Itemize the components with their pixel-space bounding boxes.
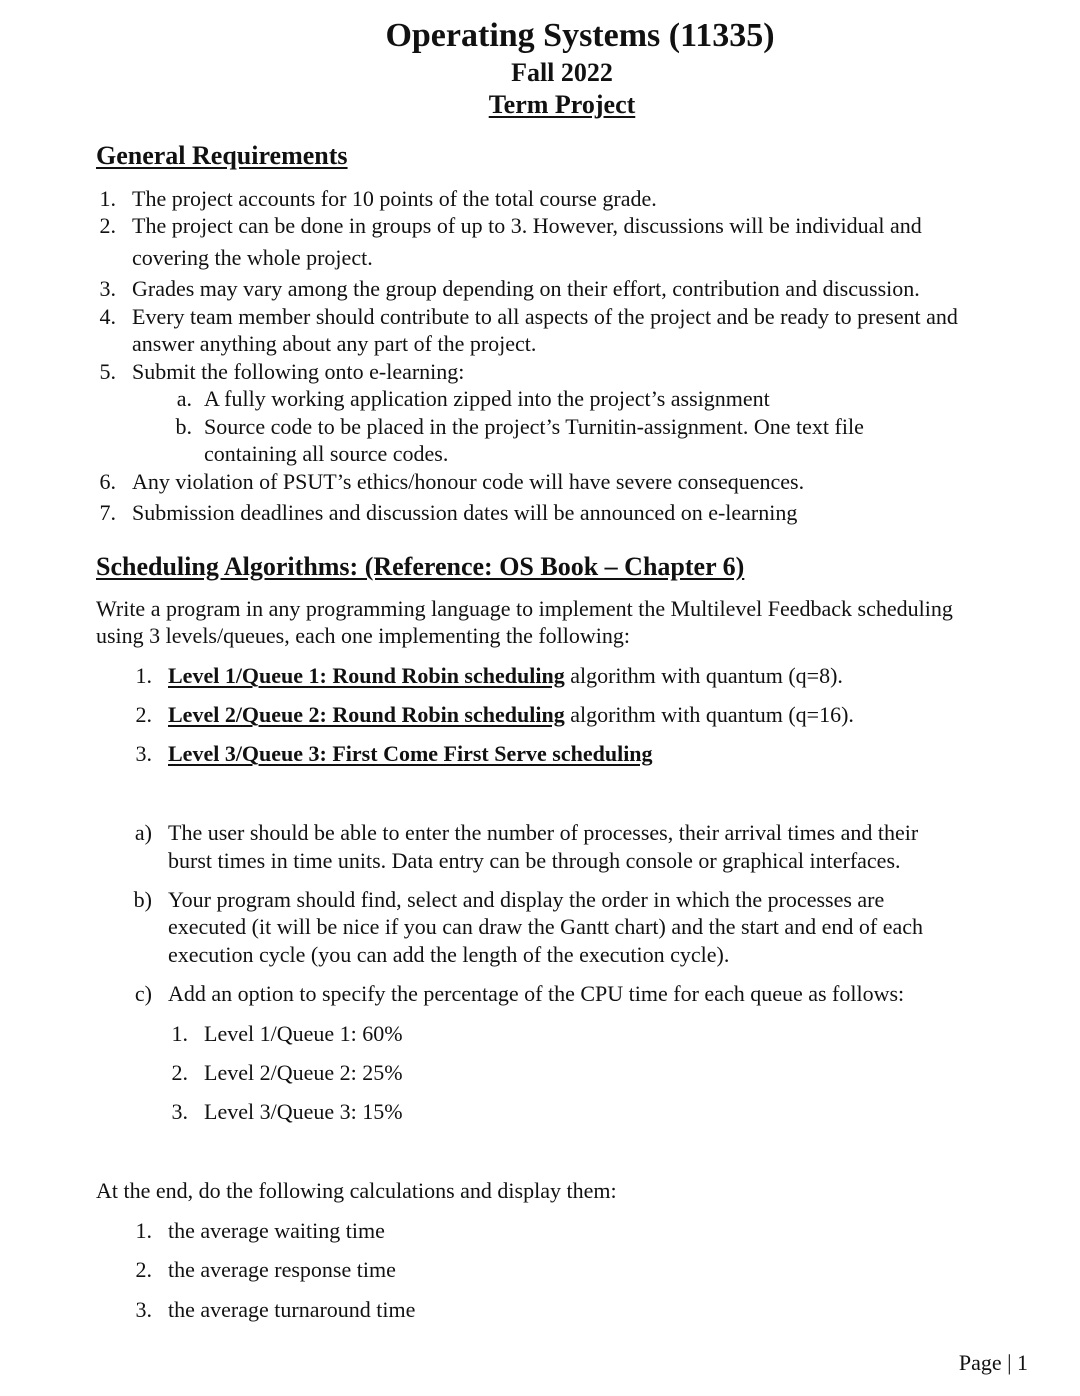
list-item-text: Every team member should contribute to all aspects of the project and be ready to present and — [132, 304, 958, 329]
semester-label: Fall 2022 — [511, 58, 613, 87]
list-item-number: 2. — [99, 213, 116, 238]
calculation-text: the average waiting time — [168, 1218, 385, 1243]
doc-type-label: Term Project — [488, 90, 636, 119]
cpu-share-text: Level 1/Queue 1: 60% — [204, 1021, 403, 1046]
list-item-text: covering the whole project. — [132, 245, 373, 270]
list-item-number: 5. — [99, 359, 116, 384]
sub-list-item-text: Source code to be placed in the project’s Turnitin-assignment. One text file — [204, 414, 864, 439]
general-requirements-heading: General Requirements — [96, 141, 348, 170]
list-item-number: 1. — [171, 1021, 188, 1046]
calculation-text: the average turnaround time — [168, 1297, 416, 1322]
list-item-text: Submission deadlines and discussion dates will be announced on e-learning — [132, 500, 798, 525]
list-item-number: 3. — [135, 741, 152, 766]
task-text: execution cycle (you can add the length of the execution cycle). — [168, 942, 730, 967]
queue-level-text: Level 1/Queue 1: Round Robin scheduling algorithm with quantum (q=8). — [168, 663, 843, 688]
sub-list-item-letter: a. — [176, 386, 192, 411]
task-text: executed (it will be nice if you can draw the Gantt chart) and the start and end of each — [168, 914, 924, 939]
document-title: Operating Systems (11335) — [385, 17, 775, 54]
queue-level-text: Level 2/Queue 2: Round Robin scheduling algorithm with quantum (q=16). — [168, 702, 854, 727]
task-letter: b) — [133, 887, 152, 912]
scheduling-heading: Scheduling Algorithms: (Reference: OS Book – Chapter 6) — [96, 552, 745, 581]
scheduling-intro-line: using 3 levels/queues, each one implementing the following: — [96, 623, 630, 648]
list-item-number: 3. — [171, 1099, 188, 1124]
task-text: The user should be able to enter the number of processes, their arrival times and their — [168, 820, 919, 845]
task-letter: c) — [134, 981, 152, 1006]
list-item-number: 1. — [99, 186, 116, 211]
list-item-number: 2. — [171, 1060, 188, 1085]
list-item-number: 2. — [135, 702, 152, 727]
list-item-number: 1. — [135, 1218, 152, 1243]
task-text: Add an option to specify the percentage of the CPU time for each queue as follows: — [168, 981, 905, 1006]
list-item-number: 3. — [99, 276, 116, 301]
calculation-text: the average response time — [168, 1257, 396, 1282]
task-text: burst times in time units. Data entry can be through console or graphical interfaces. — [168, 848, 901, 873]
list-item-number: 1. — [135, 663, 152, 688]
list-item-text: The project can be done in groups of up to 3. However, discussions will be individual and — [132, 213, 922, 238]
calculations-intro: At the end, do the following calculations and display them: — [96, 1178, 617, 1203]
task-text: Your program should find, select and display the order in which the processes are — [168, 887, 885, 912]
list-item-text: Submit the following onto e-learning: — [132, 359, 465, 384]
queue-level-text: Level 3/Queue 3: First Come First Serve scheduling — [168, 741, 653, 766]
list-item-text: Grades may vary among the group depending on their effort, contribution and discussion. — [132, 276, 920, 301]
list-item-text: Any violation of PSUT’s ethics/honour code will have severe consequences. — [132, 469, 805, 494]
list-item-text: The project accounts for 10 points of the total course grade. — [132, 186, 657, 211]
scheduling-intro-line: Write a program in any programming language to implement the Multilevel Feedback scheduling — [96, 596, 953, 621]
cpu-share-text: Level 2/Queue 2: 25% — [204, 1060, 403, 1085]
list-item-text: answer anything about any part of the project. — [132, 331, 537, 356]
task-letter: a) — [134, 820, 152, 845]
page-number: Page | 1 — [958, 1350, 1028, 1375]
list-item-number: 2. — [135, 1257, 152, 1282]
sub-list-item-text: A fully working application zipped into the project’s assignment — [204, 386, 770, 411]
list-item-number: 7. — [99, 500, 116, 525]
list-item-number: 4. — [99, 304, 116, 329]
list-item-number: 3. — [135, 1297, 152, 1322]
sub-list-item-text: containing all source codes. — [204, 441, 449, 466]
cpu-share-text: Level 3/Queue 3: 15% — [204, 1099, 403, 1124]
list-item-number: 6. — [99, 469, 116, 494]
sub-list-item-letter: b. — [175, 414, 192, 439]
